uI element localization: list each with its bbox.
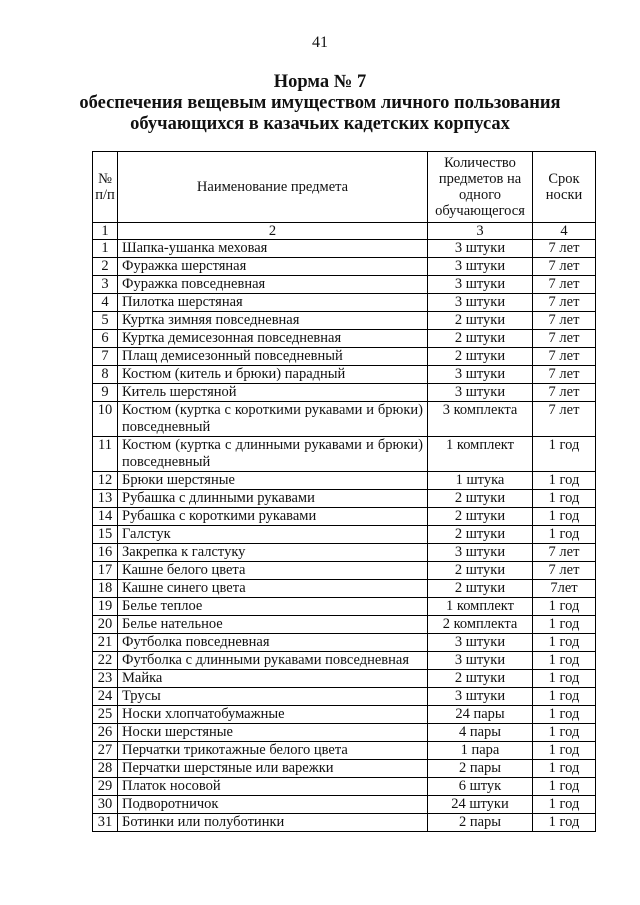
item-name: Костюм (куртка с короткими рукавами и брюки) повседневный xyxy=(118,402,428,437)
item-quantity: 3 комплекта xyxy=(428,402,533,437)
table-row xyxy=(93,580,596,598)
row-number: 23 xyxy=(93,670,118,688)
item-name: Фуражка повседневная xyxy=(118,276,428,294)
item-quantity: 3 штуки xyxy=(428,634,533,652)
document-title xyxy=(0,72,640,135)
item-name: Носки хлопчатобумажные xyxy=(118,706,428,724)
item-term: 7 лет xyxy=(533,312,596,330)
row-number: 8 xyxy=(93,366,118,384)
row-number: 27 xyxy=(93,742,118,760)
row-number: 5 xyxy=(93,312,118,330)
item-term: 7 лет xyxy=(533,240,596,258)
row-number: 11 xyxy=(93,437,118,472)
item-quantity: 3 штуки xyxy=(428,294,533,312)
item-name: Рубашка с длинными рукавами xyxy=(118,490,428,508)
row-number: 28 xyxy=(93,760,118,778)
row-number: 31 xyxy=(93,814,118,832)
item-name: Подворотничок xyxy=(118,796,428,814)
item-term: 1 год xyxy=(533,706,596,724)
table-row xyxy=(93,276,596,294)
item-quantity: 2 штуки xyxy=(428,330,533,348)
table-row xyxy=(93,562,596,580)
item-term: 7 лет xyxy=(533,562,596,580)
row-number: 25 xyxy=(93,706,118,724)
item-name: Кашне синего цвета xyxy=(118,580,428,598)
table-row xyxy=(93,814,596,832)
table-row xyxy=(93,706,596,724)
item-term: 1 год xyxy=(533,598,596,616)
title-line-1: Норма № 7 xyxy=(273,72,367,92)
item-quantity: 24 штуки xyxy=(428,796,533,814)
item-term: 1 год xyxy=(533,616,596,634)
table-row xyxy=(93,508,596,526)
item-name: Ботинки или полуботинки xyxy=(118,814,428,832)
item-term: 7лет xyxy=(533,580,596,598)
column-index-row xyxy=(93,223,596,240)
item-term: 1 год xyxy=(533,472,596,490)
header-qty: Количество предметов на одного обучающегося xyxy=(428,152,533,223)
row-number: 13 xyxy=(93,490,118,508)
table-row xyxy=(93,724,596,742)
item-quantity: 3 штуки xyxy=(428,544,533,562)
item-term: 1 год xyxy=(533,490,596,508)
row-number: 9 xyxy=(93,384,118,402)
item-term: 7 лет xyxy=(533,544,596,562)
table-row xyxy=(93,384,596,402)
item-name: Плащ демисезонный повседневный xyxy=(118,348,428,366)
row-number: 20 xyxy=(93,616,118,634)
item-name: Носки шерстяные xyxy=(118,724,428,742)
item-name: Перчатки шерстяные или варежки xyxy=(118,760,428,778)
item-quantity: 1 комплект xyxy=(428,598,533,616)
row-number: 30 xyxy=(93,796,118,814)
header-num: № п/п xyxy=(93,152,118,223)
item-quantity: 2 пары xyxy=(428,814,533,832)
title-line-2: обеспечения вещевым имуществом личного пользования xyxy=(79,93,561,113)
item-term: 7 лет xyxy=(533,366,596,384)
table-row xyxy=(93,348,596,366)
item-name: Платок носовой xyxy=(118,778,428,796)
table-row xyxy=(93,258,596,276)
item-term: 7 лет xyxy=(533,384,596,402)
item-term: 1 год xyxy=(533,724,596,742)
item-quantity: 3 штуки xyxy=(428,240,533,258)
row-number: 18 xyxy=(93,580,118,598)
item-term: 1 год xyxy=(533,760,596,778)
item-quantity: 2 штуки xyxy=(428,526,533,544)
table-row xyxy=(93,796,596,814)
table-row xyxy=(93,688,596,706)
item-name: Шапка-ушанка меховая xyxy=(118,240,428,258)
table-body xyxy=(93,240,596,832)
row-number: 4 xyxy=(93,294,118,312)
table-row xyxy=(93,670,596,688)
row-number: 29 xyxy=(93,778,118,796)
table-header-row xyxy=(93,152,596,223)
item-quantity: 2 штуки xyxy=(428,562,533,580)
norm-table xyxy=(92,151,596,832)
item-name: Футболка с длинными рукавами повседневная xyxy=(118,652,428,670)
item-quantity: 6 штук xyxy=(428,778,533,796)
item-name: Куртка демисезонная повседневная xyxy=(118,330,428,348)
item-term: 7 лет xyxy=(533,348,596,366)
item-term: 1 год xyxy=(533,778,596,796)
table-row xyxy=(93,240,596,258)
item-term: 1 год xyxy=(533,688,596,706)
row-number: 1 xyxy=(93,240,118,258)
item-term: 1 год xyxy=(533,526,596,544)
table-row xyxy=(93,544,596,562)
item-term: 1 год xyxy=(533,634,596,652)
table-row xyxy=(93,652,596,670)
title-line-3: обучающихся в казачьих кадетских корпусах xyxy=(130,114,510,134)
table-row xyxy=(93,634,596,652)
row-number: 12 xyxy=(93,472,118,490)
table-row xyxy=(93,742,596,760)
item-term: 1 год xyxy=(533,652,596,670)
table-row xyxy=(93,330,596,348)
item-term: 1 год xyxy=(533,796,596,814)
item-term: 7 лет xyxy=(533,402,596,437)
row-number: 7 xyxy=(93,348,118,366)
row-number: 6 xyxy=(93,330,118,348)
item-name: Костюм (куртка с длинными рукавами и брюки) повседневный xyxy=(118,437,428,472)
row-number: 2 xyxy=(93,258,118,276)
item-term: 1 год xyxy=(533,437,596,472)
item-name: Белье нательное xyxy=(118,616,428,634)
column-index: 2 xyxy=(118,223,428,240)
item-name: Пилотка шерстяная xyxy=(118,294,428,312)
table-row xyxy=(93,778,596,796)
table-row xyxy=(93,490,596,508)
row-number: 15 xyxy=(93,526,118,544)
item-name: Футболка повседневная xyxy=(118,634,428,652)
table-row xyxy=(93,402,596,437)
item-name: Куртка зимняя повседневная xyxy=(118,312,428,330)
item-quantity: 3 штуки xyxy=(428,384,533,402)
item-quantity: 3 штуки xyxy=(428,366,533,384)
row-number: 14 xyxy=(93,508,118,526)
item-quantity: 2 комплекта xyxy=(428,616,533,634)
item-name: Рубашка с короткими рукавами xyxy=(118,508,428,526)
page-number: 41 xyxy=(312,34,328,51)
item-name: Брюки шерстяные xyxy=(118,472,428,490)
item-name: Белье теплое xyxy=(118,598,428,616)
item-name: Галстук xyxy=(118,526,428,544)
item-quantity: 1 пара xyxy=(428,742,533,760)
column-index: 3 xyxy=(428,223,533,240)
item-name: Кашне белого цвета xyxy=(118,562,428,580)
item-quantity: 2 штуки xyxy=(428,312,533,330)
header-name: Наименование предмета xyxy=(118,152,428,223)
item-quantity: 2 штуки xyxy=(428,348,533,366)
table-row xyxy=(93,312,596,330)
item-quantity: 2 штуки xyxy=(428,580,533,598)
header-term: Срок носки xyxy=(533,152,596,223)
item-quantity: 2 штуки xyxy=(428,490,533,508)
column-index: 1 xyxy=(93,223,118,240)
table-row xyxy=(93,294,596,312)
row-number: 21 xyxy=(93,634,118,652)
item-term: 1 год xyxy=(533,742,596,760)
item-term: 1 год xyxy=(533,814,596,832)
row-number: 22 xyxy=(93,652,118,670)
item-term: 7 лет xyxy=(533,330,596,348)
item-quantity: 4 пары xyxy=(428,724,533,742)
table-row xyxy=(93,366,596,384)
row-number: 16 xyxy=(93,544,118,562)
item-quantity: 3 штуки xyxy=(428,258,533,276)
item-name: Китель шерстяной xyxy=(118,384,428,402)
row-number: 26 xyxy=(93,724,118,742)
row-number: 10 xyxy=(93,402,118,437)
item-quantity: 2 штуки xyxy=(428,670,533,688)
table-row xyxy=(93,437,596,472)
item-quantity: 2 штуки xyxy=(428,508,533,526)
column-index: 4 xyxy=(533,223,596,240)
table-row xyxy=(93,526,596,544)
item-term: 7 лет xyxy=(533,294,596,312)
item-quantity: 3 штуки xyxy=(428,652,533,670)
table-row xyxy=(93,472,596,490)
item-name: Перчатки трикотажные белого цвета xyxy=(118,742,428,760)
item-quantity: 24 пары xyxy=(428,706,533,724)
item-name: Майка xyxy=(118,670,428,688)
table-row xyxy=(93,616,596,634)
row-number: 19 xyxy=(93,598,118,616)
item-quantity: 3 штуки xyxy=(428,276,533,294)
item-quantity: 1 комплект xyxy=(428,437,533,472)
row-number: 17 xyxy=(93,562,118,580)
row-number: 3 xyxy=(93,276,118,294)
item-term: 7 лет xyxy=(533,258,596,276)
item-quantity: 2 пары xyxy=(428,760,533,778)
table-row xyxy=(93,598,596,616)
item-term: 1 год xyxy=(533,508,596,526)
table-row xyxy=(93,760,596,778)
item-name: Фуражка шерстяная xyxy=(118,258,428,276)
item-term: 1 год xyxy=(533,670,596,688)
item-name: Костюм (китель и брюки) парадный xyxy=(118,366,428,384)
item-name: Трусы xyxy=(118,688,428,706)
row-number: 24 xyxy=(93,688,118,706)
item-quantity: 1 штука xyxy=(428,472,533,490)
item-name: Закрепка к галстуку xyxy=(118,544,428,562)
item-quantity: 3 штуки xyxy=(428,688,533,706)
item-term: 7 лет xyxy=(533,276,596,294)
